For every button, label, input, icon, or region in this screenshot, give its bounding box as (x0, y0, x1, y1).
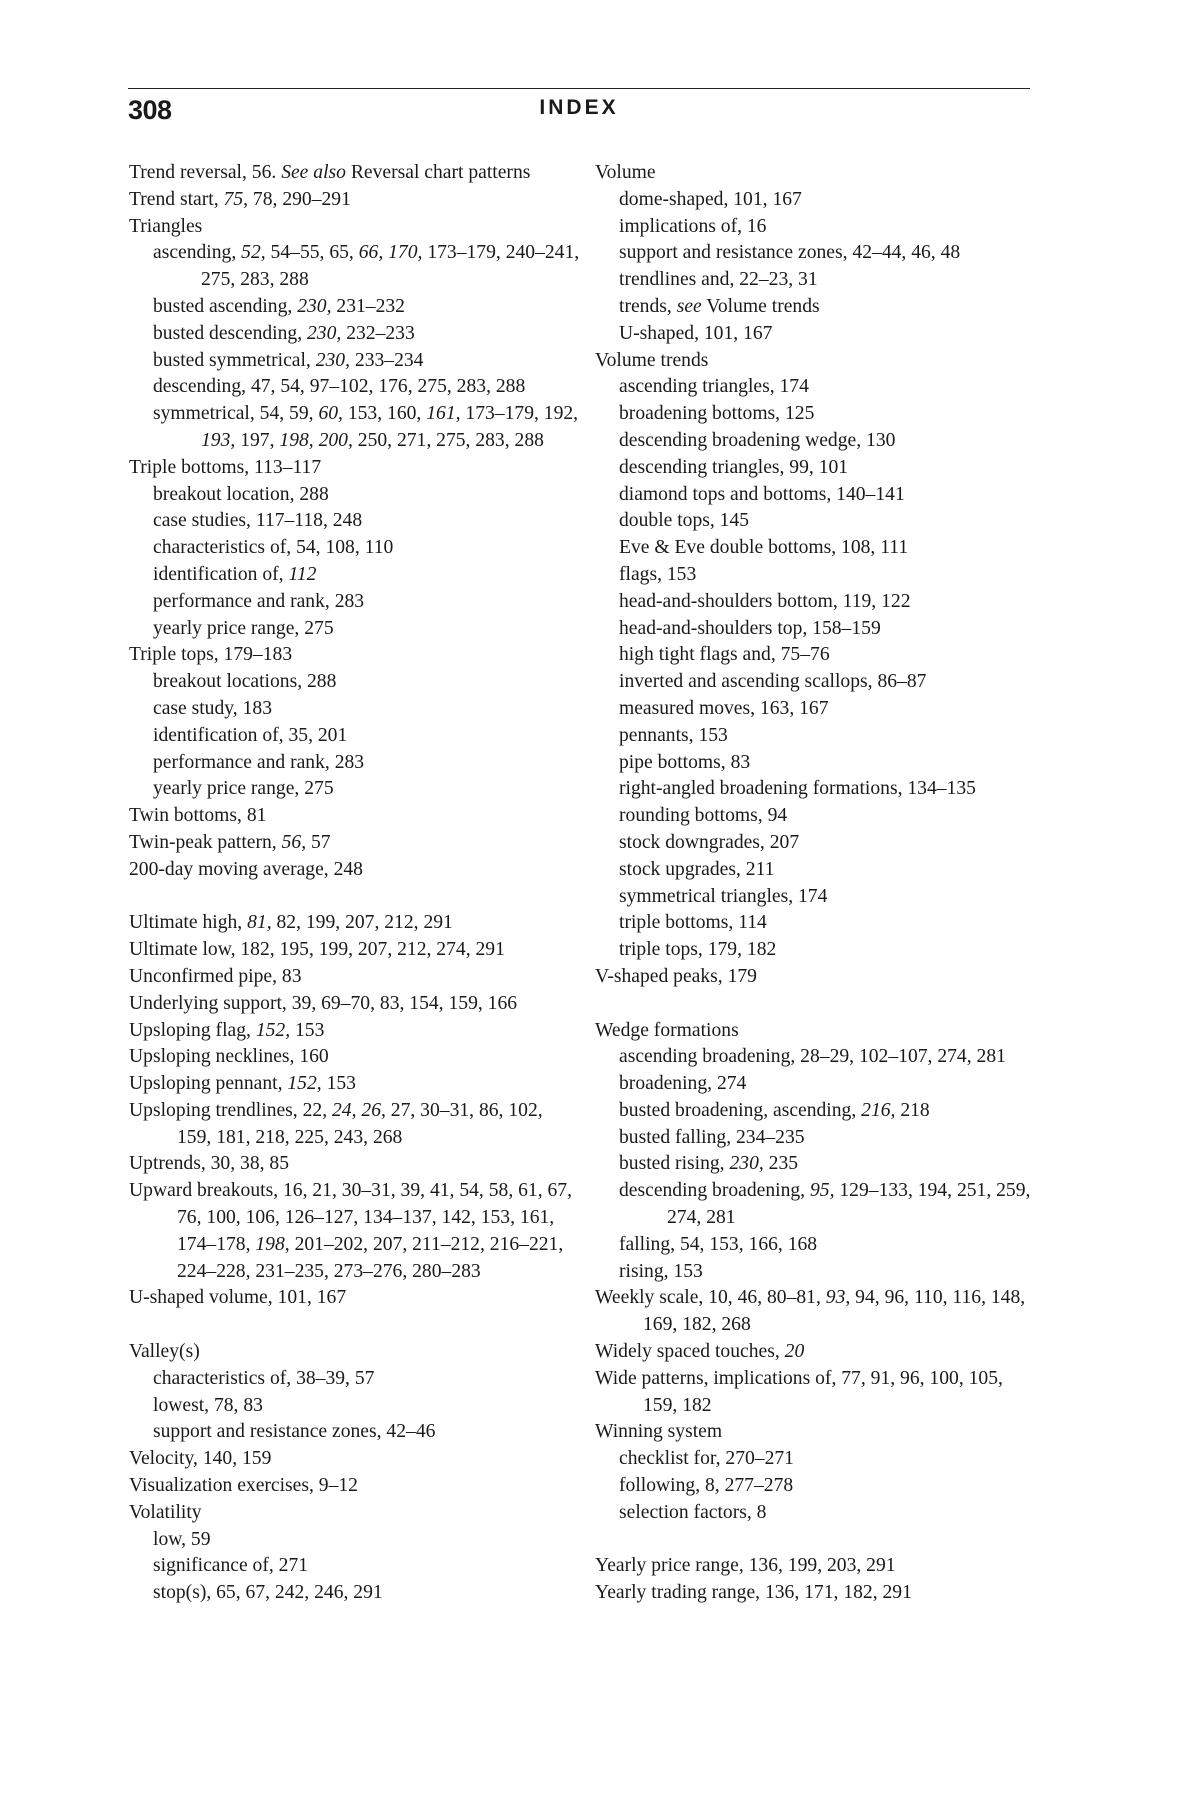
index-entry-text: busted ascending, (153, 295, 298, 317)
index-subentry (595, 1259, 1035, 1286)
index-subentry (595, 455, 1035, 482)
index-entry (129, 1071, 581, 1098)
index-entry (129, 857, 581, 884)
index-entry-text: case study, 183 (153, 697, 272, 719)
index-entry-text: busted symmetrical, (153, 349, 316, 371)
index-subentry (595, 374, 1035, 401)
index-entry (595, 1366, 1035, 1420)
index-entry-italic-text: 112 (288, 563, 317, 585)
index-entry-text: Ultimate low, 182, 195, 199, 207, 212, 274, 291 (129, 939, 505, 961)
index-entry-text: Triple bottoms, 113–117 (129, 456, 322, 478)
index-subentry (595, 1500, 1035, 1527)
index-entry-text: 78, 290–291 (248, 188, 351, 210)
index-entry-text: 250, 271, 275, 283, 288 (352, 429, 544, 451)
index-subentry (595, 937, 1035, 964)
index-entry-text: inverted and ascending scallops, 86–87 (619, 671, 927, 693)
index-entry (129, 1473, 581, 1500)
index-subentry (595, 616, 1035, 643)
index-entry-text: 153 (290, 1019, 325, 1041)
page-title: INDEX (539, 96, 619, 119)
index-entry-text: descending triangles, 99, 101 (619, 456, 849, 478)
index-entry-text: identification of, 35, 201 (153, 724, 348, 746)
index-subentry (129, 776, 581, 803)
index-entry-italic-text: See also (281, 162, 346, 183)
index-entry-text: diamond tops and bottoms, 140–141 (619, 483, 905, 505)
index-entry-text: head-and-shoulders top, 158–159 (619, 617, 881, 639)
index-entry-italic-text: 24, 26, (332, 1099, 386, 1121)
index-entry-text: breakout location, 288 (153, 483, 329, 505)
index-entry-text: breakout locations, 288 (153, 671, 337, 693)
index-entry-text: 153, 160, (342, 403, 427, 425)
index-entry (129, 1446, 581, 1473)
index-subentry (129, 696, 581, 723)
index-entry (129, 1098, 581, 1152)
index-entry-text: head-and-shoulders bottom, 119, 122 (619, 590, 911, 612)
index-entry (595, 1419, 1035, 1446)
index-subentry (595, 267, 1035, 294)
index-entry-text: descending broadening, (619, 1180, 810, 1202)
index-entry (129, 964, 581, 991)
index-entry-italic-text: 230, (307, 322, 342, 344)
index-entry-text: significance of, 271 (153, 1555, 309, 1577)
index-entry-text: 201–202, 207, 211–212, 216–221, 224–228, 231–235, 273–276, 280–283 (177, 1233, 564, 1282)
index-entry-text: dome-shaped, 101, 167 (619, 188, 802, 210)
index-subentry (129, 535, 581, 562)
index-entry-text: V-shaped peaks, 179 (595, 965, 757, 987)
index-entry-text: U-shaped volume, 101, 167 (129, 1287, 347, 1309)
index-subentry (129, 1580, 581, 1607)
index-entry (129, 160, 581, 187)
index-entry (129, 642, 581, 669)
index-entry-text: Visualization exercises, 9–12 (129, 1475, 358, 1497)
index-entry (129, 991, 581, 1018)
index-entry (595, 1553, 1035, 1580)
index-subentry (595, 401, 1035, 428)
index-entry-text: stock upgrades, 211 (619, 858, 775, 880)
index-entry-text: 231–232 (331, 295, 405, 317)
index-entry-italic-text: 161, (426, 403, 461, 425)
index-subentry (595, 1473, 1035, 1500)
index-entry-text: U-shaped, 101, 167 (619, 322, 773, 344)
index-entry-text: Volatility (129, 1501, 202, 1523)
index-entry-text: rounding bottoms, 94 (619, 805, 788, 827)
index-entry-italic-text: 216, (861, 1099, 896, 1121)
index-entry-text: symmetrical triangles, 174 (619, 885, 828, 907)
index-entry-text: ascending, (153, 242, 242, 264)
index-entry-italic-text: 193, (201, 429, 236, 451)
index-entry-italic-text: see (676, 295, 702, 317)
index-entry-text: trendlines and, 22–23, 31 (619, 269, 818, 291)
index-entry-text: Upsloping trendlines, 22, (129, 1099, 332, 1121)
index-entry (129, 803, 581, 830)
letter-group-gap (129, 1312, 581, 1339)
index-entry-text: broadening, 274 (619, 1073, 747, 1095)
index-subentry (595, 321, 1035, 348)
index-subentry (129, 669, 581, 696)
index-subentry (129, 589, 581, 616)
index-entry-text: descending, 47, 54, 97–102, 176, 275, 283, 288 (153, 376, 526, 398)
index-entry-text: Widely spaced touches, (595, 1341, 785, 1363)
index-entry-text: Upward breakouts, 16, 21, 30–31, 39, 41, 54, 58, 61, 67, 76, 100, 106, 126–127, 134–137, 142, 153, 161, 174–178, (129, 1180, 572, 1255)
index-entry-text: Volume trends (701, 295, 820, 317)
index-entry-text: Velocity, 140, 159 (129, 1448, 272, 1470)
index-entry-text: Upsloping pennant, (129, 1073, 288, 1095)
index-entry-text: Wedge formations (595, 1019, 739, 1041)
index-subentry (595, 723, 1035, 750)
index-entry-text: pennants, 153 (619, 724, 728, 746)
index-entry (129, 910, 581, 937)
index-subentry (595, 910, 1035, 937)
page-header (128, 88, 1030, 129)
index-entry-italic-text: 20 (784, 1341, 805, 1363)
index-entry-text: 232–233 (341, 322, 415, 344)
index-entry-text: 54–55, 65, (265, 242, 359, 264)
index-subentry (595, 1446, 1035, 1473)
index-subentry (129, 562, 581, 589)
index-entry (595, 160, 1035, 187)
index-subentry (129, 750, 581, 777)
index-subentry (595, 1044, 1035, 1071)
index-subentry (595, 776, 1035, 803)
index-entry (129, 830, 581, 857)
index-entry (129, 1285, 581, 1312)
index-entry (129, 1339, 581, 1366)
index-subentry (595, 1151, 1035, 1178)
index-entry (595, 1580, 1035, 1607)
index-entry (129, 214, 581, 241)
index-entry-text: Volume trends (595, 349, 709, 371)
index-entry-text: characteristics of, 38–39, 57 (153, 1367, 375, 1389)
index-entry-text: 173–179, 192, (460, 403, 579, 425)
index-entry-text: Unconfirmed pipe, 83 (129, 965, 302, 987)
index-entry-text: identification of, (153, 563, 289, 585)
index-entry-text: 153 (321, 1073, 356, 1095)
index-entry-text: characteristics of, 54, 108, 110 (153, 537, 394, 559)
index-entry-text: ascending triangles, 174 (619, 376, 809, 398)
index-entry-text: rising, 153 (619, 1260, 703, 1282)
index-entry-text: ascending broadening, 28–29, 102–107, 274, 281 (619, 1046, 1006, 1068)
index-subentry (129, 1393, 581, 1420)
index-entry-text: 218 (895, 1099, 930, 1121)
index-entry-italic-text: 60, (318, 403, 343, 425)
index-entry-text: performance and rank, 283 (153, 751, 365, 773)
index-entry-text: Valley(s) (129, 1341, 200, 1363)
index-entry-text: Upsloping necklines, 160 (129, 1046, 329, 1068)
index-entry-text: 173–179, 240–241, 275, 283, 288 (201, 242, 580, 291)
index-entry-text: case studies, 117–118, 248 (153, 510, 363, 532)
index-entry-text: yearly price range, 275 (153, 778, 334, 800)
index-subentry (595, 508, 1035, 535)
index-entry-text: stock downgrades, 207 (619, 831, 800, 853)
index-entry (595, 1339, 1035, 1366)
index-entry (129, 1018, 581, 1045)
index-entry-italic-text: 66, 170, (358, 242, 423, 264)
index-entry-text: 197, (235, 429, 280, 451)
index-subentry (129, 1527, 581, 1554)
index-subentry (595, 1125, 1035, 1152)
index-entry-text: performance and rank, 283 (153, 590, 365, 612)
index-entry-text: busted broadening, ascending, (619, 1099, 862, 1121)
index-entry-italic-text: 152, (287, 1073, 322, 1095)
index-subentry (595, 1232, 1035, 1259)
index-subentry (595, 830, 1035, 857)
index-entry-italic-text: 198, (255, 1233, 290, 1255)
index-entry-text: Reversal chart patterns (345, 162, 531, 183)
index-subentry (129, 1419, 581, 1446)
index-entry-text: falling, 54, 153, 166, 168 (619, 1233, 818, 1255)
index-subentry (595, 696, 1035, 723)
index-entry-text: low, 59 (153, 1528, 211, 1550)
page-number: 308 (128, 95, 172, 125)
index-entry-italic-text: 230, (729, 1153, 764, 1175)
index-entry-italic-text: 75, (223, 188, 249, 210)
index-entry-text: following, 8, 277–278 (619, 1475, 794, 1497)
index-subentry (129, 723, 581, 750)
index-entry-text: Eve & Eve double bottoms, 108, 111 (619, 537, 909, 559)
index-subentry (595, 1071, 1035, 1098)
index-entry-text: Weekly scale, 10, 46, 80–81, (595, 1287, 826, 1309)
index-subentry (595, 294, 1035, 321)
index-entry-text: busted falling, 234–235 (619, 1126, 805, 1148)
index-subentry (595, 884, 1035, 911)
index-entry-italic-text: 56, (281, 831, 307, 853)
letter-group-gap (595, 1527, 1035, 1554)
index-entry-text: Yearly trading range, 136, 171, 182, 291 (595, 1582, 912, 1604)
index-entry-text: Triple tops, 179–183 (129, 644, 293, 666)
index-entry (595, 964, 1035, 991)
index-entry (129, 937, 581, 964)
index-subentry (595, 1178, 1035, 1232)
index-entry-italic-text: 93, (825, 1287, 851, 1309)
index-entry-text: busted descending, (153, 322, 307, 344)
index-entry-text: 27, 30–31, 86, 102, 159, 181, 218, 225, 243, 268 (177, 1099, 543, 1148)
index-entry-italic-text: 52, (241, 242, 266, 264)
index-entry-italic-text: 230, (315, 349, 350, 371)
index-subentry (595, 214, 1035, 241)
index-entry-text: measured moves, 163, 167 (619, 697, 829, 719)
index-entry-text: double tops, 145 (619, 510, 750, 532)
index-entry-italic-text: 230, (297, 295, 332, 317)
index-entry-text: busted rising, (619, 1153, 730, 1175)
index-entry-text: Ultimate high, (129, 912, 248, 934)
index-subentry (129, 294, 581, 321)
index-entry-text: trends, (619, 295, 677, 317)
index-entry-text: Upsloping flag, (129, 1019, 256, 1041)
index-entry-text: 94, 96, 110, 116, 148, 169, 182, 268 (643, 1287, 1026, 1336)
index-entry-text: triple bottoms, 114 (619, 912, 767, 934)
index-subentry (595, 642, 1035, 669)
index-subentry (595, 482, 1035, 509)
index-subentry (595, 535, 1035, 562)
index-entry-italic-text: 198, 200, (279, 429, 353, 451)
index-entry-text: triple tops, 179, 182 (619, 939, 777, 961)
index-subentry (129, 482, 581, 509)
index-subentry (129, 1553, 581, 1580)
index-entry-text: broadening bottoms, 125 (619, 403, 815, 425)
index-entry-text: symmetrical, 54, 59, (153, 403, 319, 425)
index-entry-text: 200-day moving average, 248 (129, 858, 363, 880)
index-entry (129, 455, 581, 482)
index-entry (129, 1044, 581, 1071)
index-entry-text: pipe bottoms, 83 (619, 751, 751, 773)
index-entry (129, 1500, 581, 1527)
index-entry-text: 235 (763, 1153, 799, 1175)
letter-group-gap (595, 991, 1035, 1018)
index-entry-text: flags, 153 (619, 563, 697, 585)
index-subentry (595, 240, 1035, 267)
index-entry-text: Winning system (595, 1421, 723, 1443)
index-entry (595, 348, 1035, 375)
index-subentry (595, 428, 1035, 455)
index-subentry (129, 321, 581, 348)
index-subentry (129, 508, 581, 535)
index-subentry (129, 401, 581, 455)
index-column-left (129, 160, 581, 1607)
index-entry-text: Trend start, (129, 188, 224, 210)
index-entry-text: checklist for, 270–271 (619, 1448, 794, 1470)
index-entry-text: 57 (306, 831, 331, 853)
index-entry-italic-text: 81, (247, 912, 272, 934)
index-entry-italic-text: 95, (809, 1180, 835, 1202)
index-subentry (595, 187, 1035, 214)
index-entry-text: implications of, 16 (619, 215, 767, 237)
index-subentry (129, 1366, 581, 1393)
index-entry-text: high tight flags and, 75–76 (619, 644, 830, 666)
index-entry-text: Wide patterns, implications of, 77, 91, 96, 100, 105, 159, 182 (595, 1367, 1003, 1416)
index-entry (129, 1151, 581, 1178)
index-entry (129, 1178, 581, 1285)
index-entry (595, 1018, 1035, 1045)
index-subentry (595, 857, 1035, 884)
index-entry-text: 82, 199, 207, 212, 291 (271, 912, 453, 934)
index-subentry (595, 669, 1035, 696)
index-entry (595, 1285, 1035, 1339)
index-subentry (129, 616, 581, 643)
index-subentry (129, 240, 581, 294)
index-subentry (129, 374, 581, 401)
letter-group-gap (129, 884, 581, 911)
index-entry-text: support and resistance zones, 42–46 (153, 1421, 436, 1443)
index-entry-text: Volume (595, 162, 656, 183)
index-entry-text: 129–133, 194, 251, 259, 274, 281 (667, 1180, 1031, 1229)
index-subentry (129, 348, 581, 375)
index-entry-text: Underlying support, 39, 69–70, 83, 154, 159, 166 (129, 992, 518, 1014)
index-entry-text: Trend reversal, 56. (129, 162, 282, 183)
index-entry-text: Twin-peak pattern, (129, 831, 282, 853)
index-subentry (595, 1098, 1035, 1125)
index-entry-text: lowest, 78, 83 (153, 1394, 263, 1416)
index-entry-text: support and resistance zones, 42–44, 46, 48 (619, 242, 961, 264)
index-entry-text: descending broadening wedge, 130 (619, 429, 896, 451)
index-subentry (595, 589, 1035, 616)
index-entry-text: Yearly price range, 136, 199, 203, 291 (595, 1555, 896, 1577)
index-subentry (595, 562, 1035, 589)
index-entry-text: Triangles (129, 215, 203, 237)
index-entry (129, 187, 581, 214)
index-entry-text: right-angled broadening formations, 134–135 (619, 778, 976, 800)
index-subentry (595, 803, 1035, 830)
index-entry-text: Twin bottoms, 81 (129, 805, 267, 827)
index-entry-text: selection factors, 8 (619, 1501, 767, 1523)
index-entry-text: yearly price range, 275 (153, 617, 334, 639)
index-entry-text: Uptrends, 30, 38, 85 (129, 1153, 290, 1175)
index-subentry (595, 750, 1035, 777)
index-entry-text: 233–234 (350, 349, 424, 371)
index-column-right (595, 160, 1035, 1607)
index-entry-italic-text: 152, (255, 1019, 291, 1041)
index-entry-text: stop(s), 65, 67, 242, 246, 291 (153, 1582, 383, 1604)
